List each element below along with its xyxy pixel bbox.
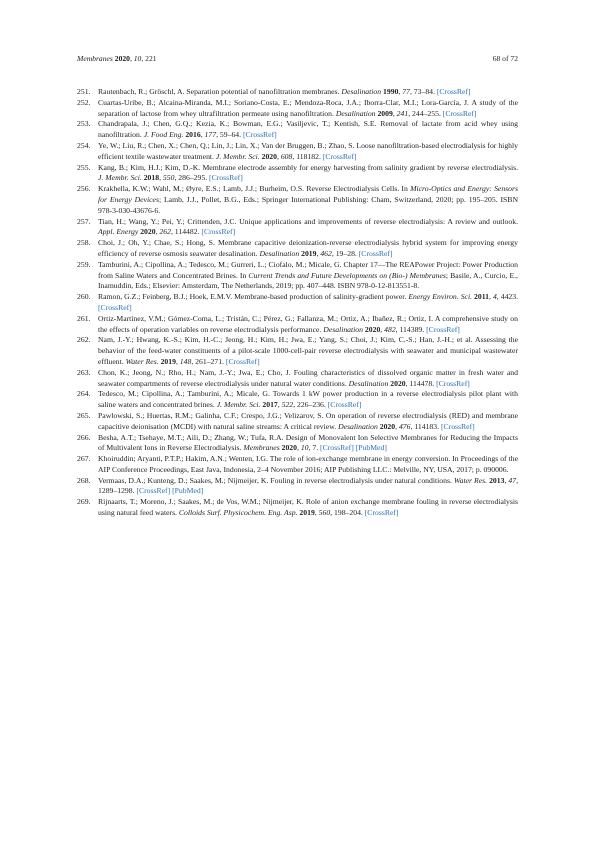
pubmed-link[interactable]: [PubMed] xyxy=(172,486,204,496)
crossref-link[interactable]: [CrossRef] xyxy=(322,151,357,161)
reference-list xyxy=(77,87,518,519)
crossref-link[interactable]: [CrossRef] xyxy=(436,378,470,388)
reference-text: , 198–204. xyxy=(330,508,365,518)
reference-text: Khoiruddin; Aryanti, P.T.P.; Hakim, A.N.; Wenten, I.G. The role of ion-exchange membrane in energy conversion. In Proceedings of the AIP Conference Proceedings, East Java, Indonesia, 2–4 November 2016; AIP Publishing LLC.: Melville, NY, USA, 2017; p. 090006. xyxy=(98,454,518,474)
reference-text: , xyxy=(159,173,163,183)
reference-number: 269. xyxy=(77,497,91,507)
crossref-link[interactable]: [CrossRef] xyxy=(225,356,260,366)
reference-text: , 59–64. xyxy=(216,130,243,140)
reference-italic-text: 77 xyxy=(402,87,410,96)
reference-text: , 226–236. xyxy=(293,400,328,410)
reference-year: 1990 xyxy=(383,87,399,96)
reference-item xyxy=(77,411,518,433)
reference-text: , 118182. xyxy=(292,151,323,161)
reference-item xyxy=(77,163,518,185)
reference-italic-text: Desalination xyxy=(335,108,376,118)
reference-italic-text: Desalination xyxy=(338,421,378,431)
crossref-link[interactable]: [CrossRef] xyxy=(426,324,460,334)
reference-text: , xyxy=(504,475,509,485)
reference-number: 265. xyxy=(77,410,91,420)
reference-item xyxy=(77,314,518,336)
crossref-link[interactable]: [CrossRef] xyxy=(358,248,393,258)
reference-number: 251. xyxy=(77,87,91,96)
reference-italic-text: Water Res. xyxy=(453,475,488,485)
reference-number: 263. xyxy=(77,367,91,377)
reference-year: 2019 xyxy=(160,356,176,366)
reference-number: 255. xyxy=(77,162,91,172)
reference-italic-text: Membranes xyxy=(243,443,280,453)
crossref-link[interactable]: [CrossRef] xyxy=(440,421,475,431)
reference-text: , xyxy=(395,421,399,431)
crossref-link[interactable]: [CrossRef] xyxy=(242,130,277,140)
reference-italic-text: J. Membr. Sci. xyxy=(98,173,142,183)
reference-italic-text: Water Res. xyxy=(125,356,159,366)
reference-text: Rijnaarts, T.; Moreno, J.; Saakes, M.; de Vos, W.M.; Nijmeijer, K. Role of anion exchange membrane fouling in reverse electrodialysis using natural feed waters. xyxy=(98,497,518,518)
reference-text: , 114389. xyxy=(395,324,427,334)
reference-item xyxy=(77,476,518,498)
reference-item xyxy=(77,454,518,476)
reference-item xyxy=(77,335,518,367)
reference-text: Ortiz-Martínez, V.M.; Gómez-Coma, L.; Tristán, C.; Pérez, G.; Fallanza, M.; Ortiz, A.; Ibañez, R.; Ortiz, I. A comprehensive study on the effects of operation variables on reverse electrodialysis performance. xyxy=(98,313,518,334)
reference-item xyxy=(77,389,518,411)
reference-italic-text: 522 xyxy=(281,400,294,410)
crossref-link[interactable]: [CrossRef] xyxy=(364,508,399,518)
reference-number: 266. xyxy=(77,432,91,442)
reference-number: 268. xyxy=(77,475,91,485)
reference-year: 2009 xyxy=(377,108,393,118)
reference-text: Tamburini, A.; Cipollina, A.; Tedesco, M.; Gurreri, L.; Ciofalo, M.; Micale, G. Chapter 17—The REAPower Project: Power Production from Saline Waters and Concentrated Brines. In xyxy=(98,259,518,280)
reference-number: 253. xyxy=(77,119,91,129)
crossref-link[interactable]: [CrossRef] xyxy=(209,173,243,183)
reference-number: 262. xyxy=(77,335,91,345)
reference-text: , 244–255. xyxy=(408,108,443,118)
reference-item xyxy=(77,497,518,519)
reference-text: , xyxy=(200,130,205,140)
reference-italic-text: Desalination xyxy=(348,378,389,388)
reference-year: 2013 xyxy=(489,475,505,485)
reference-italic-text: 482 xyxy=(384,324,396,334)
reference-italic-text: Energy Environ. Sci. xyxy=(408,292,473,302)
reference-italic-text: 148 xyxy=(179,356,192,366)
reference-text: , 114482. xyxy=(170,227,202,237)
reference-text: , 73–84. xyxy=(409,87,437,96)
crossref-link[interactable]: [CrossRef] xyxy=(98,302,132,312)
crossref-link[interactable]: [CrossRef] xyxy=(436,87,471,96)
crossref-link[interactable]: [CrossRef] xyxy=(136,486,171,496)
reference-italic-text: Desalination xyxy=(323,324,363,334)
reference-italic-text: Desalination xyxy=(259,248,300,258)
reference-text: , xyxy=(489,292,493,302)
reference-year: 2018 xyxy=(143,173,160,183)
reference-text: Rautenbach, R.; Gröschl, A. Separation potential of nanofiltration membranes. xyxy=(98,87,342,96)
reference-italic-text: Current Trends and Future Developments on (Bio-) Membranes xyxy=(248,270,446,280)
reference-text: , 261–271. xyxy=(191,356,226,366)
reference-year: 2020 xyxy=(364,324,381,334)
reference-item xyxy=(77,217,518,239)
reference-year: 2019 xyxy=(299,508,315,518)
reference-text: , xyxy=(277,400,282,410)
reference-text: ; Lamb, J.J., Pollet, B.G., Eds.; Springer International Publishing: Cham, Switzerland, 2020; pp. 195–205. ISBN 978-3-030-43676-6. xyxy=(98,194,518,215)
page-header xyxy=(77,54,518,66)
reference-text: , xyxy=(155,227,160,237)
reference-item xyxy=(77,292,518,314)
reference-text: , 286–295. xyxy=(174,173,210,183)
reference-text: Tian, H.; Wang, Y.; Pei, Y.; Crittenden, J.C. Unique applications and improvements of reverse electrodialysis: A review and outlook. xyxy=(98,216,518,226)
reference-year: 2020 xyxy=(379,421,396,431)
reference-item xyxy=(77,98,518,120)
reference-italic-text: 10 xyxy=(300,443,309,453)
reference-text: , xyxy=(314,508,319,518)
reference-item xyxy=(77,238,518,260)
reference-number: 257. xyxy=(77,216,91,226)
reference-number: 254. xyxy=(77,140,91,150)
crossref-link[interactable]: [CrossRef] xyxy=(201,227,236,237)
reference-year: 2011 xyxy=(474,292,489,302)
reference-text: , xyxy=(380,324,385,334)
reference-text: , xyxy=(296,443,301,453)
reference-year: 2020 xyxy=(281,443,297,453)
journal-citation: Membranes 2020, 10, 221 xyxy=(77,54,157,63)
reference-italic-text: 462 xyxy=(320,248,332,258)
reference-italic-text: 560 xyxy=(318,508,331,518)
reference-text: Ramon, G.Z.; Feinberg, B.J.; Hoek, E.M.V. Membrane-based production of salinity-gradient power. xyxy=(98,292,409,302)
reference-item xyxy=(77,433,518,455)
reference-year: 2020 xyxy=(261,151,277,161)
reference-italic-text: Desalination xyxy=(341,87,382,96)
reference-text: Vermaas, D.A.; Kunteng, D.; Saakes, M.; Nijmeijer, K. Fouling in reverse electrodialysis under natural conditions. xyxy=(98,475,454,485)
reference-text: Choi, J.; Oh, Y.; Chae, S.; Hong, S. Membrane capacitive deionization-reverse electrodialysis hybrid system for improving energy efficiency of reverse osmosis seawater desalination. xyxy=(98,238,518,258)
reference-text: Krakhella, K.W.; Wahl, M.; Øyre, E.S.; Lamb, J.J.; Burheim, O.S. Reverse Electrodialysis Cells. In xyxy=(98,184,411,194)
reference-year: 2020 xyxy=(140,227,156,237)
journal-volume: 10 xyxy=(133,54,142,63)
reference-text: , xyxy=(398,87,403,96)
reference-italic-text: J. Food Eng. xyxy=(143,130,184,140)
reference-number: 261. xyxy=(77,313,91,323)
reference-italic-text: Appl. Energy xyxy=(98,227,139,237)
reference-year: 2017 xyxy=(262,400,278,410)
reference-italic-text: Colloids Surf. Physicochem. Eng. Asp. xyxy=(178,508,298,518)
reference-text: , 7. xyxy=(308,443,321,453)
reference-year: 2019 xyxy=(301,248,317,258)
reference-number: 267. xyxy=(77,454,91,464)
article-number: 221 xyxy=(145,54,157,63)
crossref-link[interactable]: [CrossRef] xyxy=(442,108,477,118)
reference-italic-text: Micro-Optics and Energy: Sensors for Energy Devices xyxy=(98,184,518,204)
reference-text: , 4423. xyxy=(496,292,519,302)
reference-text: , xyxy=(392,108,397,118)
reference-text: Besha, A.T.; Tsehaye, M.T.; Aili, D.; Zhang, W.; Tufa, R.A. Design of Monovalent Ion Selective Membranes for Reducing the Impacts of Multivalent Ions in Reverse Electrodialysis. xyxy=(98,432,518,453)
reference-item xyxy=(77,184,518,216)
reference-text: Tedesco, M.; Cipollina, A.; Tamburini, A.; Micale, G. Towards 1 kW power production in a reverse electrodialysis pilot plant with saline waters and concentrated brines. xyxy=(98,389,518,410)
reference-italic-text: 608 xyxy=(280,151,293,161)
reference-number: 258. xyxy=(77,238,91,248)
journal-year: 2020 xyxy=(114,54,130,63)
reference-item xyxy=(77,260,518,292)
reference-italic-text: 177 xyxy=(204,130,217,140)
reference-italic-text: 4 xyxy=(492,292,497,302)
reference-text: , 1289–1298. xyxy=(98,475,519,496)
reference-number: 252. xyxy=(77,97,91,107)
reference-item xyxy=(77,141,518,163)
reference-text: , 114183. xyxy=(410,421,441,431)
reference-text: , xyxy=(276,151,281,161)
reference-text: ; Basile, A., Curcio, E., Inamuddin, Eds.; Elsevier: Amsterdam, The Netherlands, 2019; pp. 407–448. ISBN 978-0-12-813551-8. xyxy=(98,270,518,291)
reference-number: 259. xyxy=(77,259,91,269)
reference-text: , 114478. xyxy=(405,378,437,388)
reference-italic-text: J. Membr. Sci. xyxy=(215,151,260,161)
reference-item xyxy=(77,368,518,390)
page-number: 68 of 72 xyxy=(492,54,518,63)
crossref-link[interactable]: [CrossRef] xyxy=(320,443,354,453)
reference-italic-text: 262 xyxy=(159,227,171,237)
reference-item xyxy=(77,119,518,141)
reference-number: 256. xyxy=(77,184,91,194)
reference-text: , 19–28. xyxy=(331,248,359,258)
reference-italic-text: J. Membr. Sci. xyxy=(216,400,261,410)
reference-number: 264. xyxy=(77,389,91,399)
reference-italic-text: 550 xyxy=(162,173,175,183)
crossref-link[interactable]: [CrossRef] xyxy=(327,400,362,410)
reference-text: Kang, B.; Kim, H.J.; Kim, D.-K. Membrane electrode assembly for energy harvesting from salinity gradient by reverse electrodialysis. xyxy=(98,162,518,172)
reference-number: 260. xyxy=(77,292,91,302)
reference-year: 2016 xyxy=(185,130,201,140)
reference-year: 2020 xyxy=(390,378,406,388)
reference-item xyxy=(77,87,518,98)
reference-text: Ye, W.; Liu, R.; Chen, X.; Chen, Q.; Lin, J.; Lin, X.; Van der Bruggen, B.; Zhao, S. Loose nanofiltration-based electrodialysis for highly efficient textile wastewater treatment. xyxy=(98,140,518,161)
reference-text: Cuartas-Uribe, B.; Alcaina-Miranda, M.I.; Soriano-Costa, E.; Mendoza-Roca, J.A.; Iborra-Clar, M.I.; Lora-García, J. A study of the separation of lactose from whey ultrafiltration permeate using nanofiltration. xyxy=(98,97,518,118)
reference-text: Pawlowski, S.; Huertas, R.M.; Galinha, C.F.; Crespo, J.G.; Velizarov, S. On operation of reverse electrodialysis (RED) and membrane capacitive deionisation (MCDI) with natural saline streams: A critical review. xyxy=(98,410,518,431)
reference-italic-text: 47 xyxy=(508,475,517,485)
reference-italic-text: 241 xyxy=(396,108,409,118)
reference-text: Nam, J.-Y.; Hwang, K.-S.; Kim, H.-C.; Jeong, H.; Kim, H.; Jwa, E.; Yang, S.; Choi, J.; Kim, C.-S.; Han, J.-H.; et al. Assessing the behavior of the feed-water constituents of a pilot-scale 1000-cell-pair reverse electrodialysis with seawater and municipal wastewater effluent. xyxy=(98,335,518,366)
reference-text: , xyxy=(316,248,321,258)
reference-italic-text: 476 xyxy=(398,421,411,431)
reference-text: Chandrapala, J.; Chen, G.Q.; Kezia, K.; Bowman, E.G.; Vasiljevic, T.; Kentish, S.E. Removal of lactate from acid whey using nanofiltration. xyxy=(98,119,518,140)
reference-text: Chon, K.; Jeong, N.; Rho, H.; Nam, J.-Y.; Jwa, E.; Cho, J. Fouling characteristics of dissolved organic matter in fresh water and seawater compartments of reverse electrodialysis under natural water conditions. xyxy=(98,367,518,388)
pubmed-link[interactable]: [PubMed] xyxy=(355,443,387,453)
journal-name: Membranes xyxy=(77,54,113,63)
reference-text: , xyxy=(175,356,180,366)
